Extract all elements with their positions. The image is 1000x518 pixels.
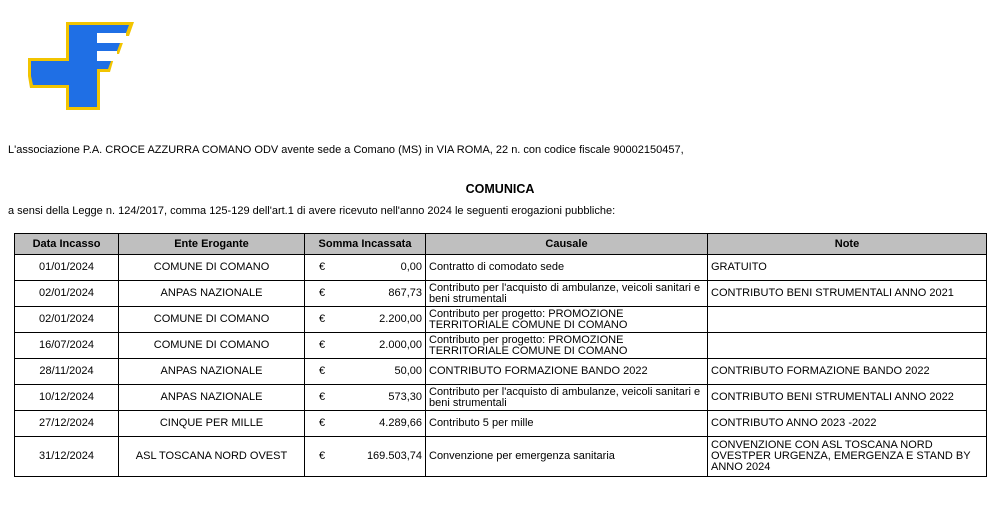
cell-ente: COMUNE DI COMANO: [119, 307, 305, 333]
cell-amount: [305, 333, 426, 359]
cell-date: 28/11/2024: [15, 359, 119, 385]
currency-symbol: €: [319, 339, 326, 351]
table-header-row: [15, 234, 987, 255]
cell-ente: ASL TOSCANA NORD OVEST: [119, 437, 305, 477]
cell-note: GRATUITO: [708, 255, 987, 281]
cell-ente: CINQUE PER MILLE: [119, 411, 305, 437]
currency-symbol: €: [319, 313, 326, 325]
currency-symbol: €: [319, 450, 326, 462]
amount-value: 2.000,00: [379, 339, 422, 351]
header-note: Note: [708, 234, 987, 255]
table-row: [15, 333, 987, 359]
cell-amount: [305, 255, 426, 281]
cell-causale: Contributo per l'acquisto di ambulanze, veicoli sanitari e beni strumentali: [426, 281, 708, 307]
table-row: [15, 255, 987, 281]
cell-note: [708, 307, 987, 333]
cell-causale: Contributo per progetto: PROMOZIONE TERRITORIALE COMUNE DI COMANO: [426, 333, 708, 359]
table-row: [15, 281, 987, 307]
erogazioni-table: [14, 233, 987, 477]
currency-symbol: €: [319, 287, 326, 299]
cell-amount: [305, 385, 426, 411]
cell-note: CONTRIBUTO ANNO 2023 -2022: [708, 411, 987, 437]
currency-symbol: €: [319, 417, 326, 429]
amount-value: 50,00: [394, 365, 422, 377]
currency-symbol: €: [319, 391, 326, 403]
cell-amount: [305, 359, 426, 385]
cell-amount: [305, 307, 426, 333]
table-row: [15, 307, 987, 333]
cell-date: 02/01/2024: [15, 281, 119, 307]
cell-note: [708, 333, 987, 359]
header-causale: Causale: [426, 234, 708, 255]
currency-symbol: €: [319, 365, 326, 377]
cell-date: 10/12/2024: [15, 385, 119, 411]
cell-date: 16/07/2024: [15, 333, 119, 359]
amount-value: 4.289,66: [379, 417, 422, 429]
blue-cross-logo: [26, 20, 136, 112]
cell-causale: Contratto di comodato sede: [426, 255, 708, 281]
intro-text: L'associazione P.A. CROCE AZZURRA COMANO ODV avente sede a Comano (MS) in VIA ROMA, 22 n. con codice fiscale 90002150457,: [8, 144, 684, 156]
table-row: [15, 437, 987, 477]
header-data-incasso: Data Incasso: [15, 234, 119, 255]
cell-note: CONTRIBUTO FORMAZIONE BANDO 2022: [708, 359, 987, 385]
cell-ente: COMUNE DI COMANO: [119, 333, 305, 359]
header-ente-erogante: Ente Erogante: [119, 234, 305, 255]
cell-amount: [305, 437, 426, 477]
amount-value: 573,30: [388, 391, 422, 403]
cell-note: CONTRIBUTO BENI STRUMENTALI ANNO 2022: [708, 385, 987, 411]
cell-causale: Contributo 5 per mille: [426, 411, 708, 437]
cell-causale: CONTRIBUTO FORMAZIONE BANDO 2022: [426, 359, 708, 385]
cell-ente: ANPAS NAZIONALE: [119, 281, 305, 307]
cell-date: 02/01/2024: [15, 307, 119, 333]
page-title: COMUNICA: [465, 182, 535, 196]
subtitle-text: a sensi della Legge n. 124/2017, comma 125-129 dell'art.1 di avere ricevuto nell'anno 2024 le seguenti erogazioni pubbliche:: [8, 205, 616, 217]
amount-value: 2.200,00: [379, 313, 422, 325]
cell-amount: [305, 281, 426, 307]
cell-amount: [305, 411, 426, 437]
table-row: [15, 359, 987, 385]
cell-date: 01/01/2024: [15, 255, 119, 281]
cell-causale: Contributo per progetto: PROMOZIONE TERRITORIALE COMUNE DI COMANO: [426, 307, 708, 333]
amount-value: 169.503,74: [366, 450, 422, 462]
currency-symbol: €: [319, 261, 326, 273]
cell-note: CONVENZIONE CON ASL TOSCANA NORD OVESTPER URGENZA, EMERGENZA E STAND BY ANNO 2024: [708, 437, 987, 477]
blue-cross-icon: [26, 20, 136, 112]
amount-value: 0,00: [400, 261, 422, 273]
header-somma-incassata: Somma Incassata: [305, 234, 426, 255]
cell-date: 27/12/2024: [15, 411, 119, 437]
table-row: [15, 385, 987, 411]
cell-ente: ANPAS NAZIONALE: [119, 359, 305, 385]
cell-ente: COMUNE DI COMANO: [119, 255, 305, 281]
cell-note: CONTRIBUTO BENI STRUMENTALI ANNO 2021: [708, 281, 987, 307]
table-row: [15, 411, 987, 437]
cell-causale: Convenzione per emergenza sanitaria: [426, 437, 708, 477]
cell-ente: ANPAS NAZIONALE: [119, 385, 305, 411]
amount-value: 867,73: [388, 287, 422, 299]
cell-date: 31/12/2024: [15, 437, 119, 477]
cell-causale: Contributo per l'acquisto di ambulanze, veicoli sanitari e beni strumentali: [426, 385, 708, 411]
